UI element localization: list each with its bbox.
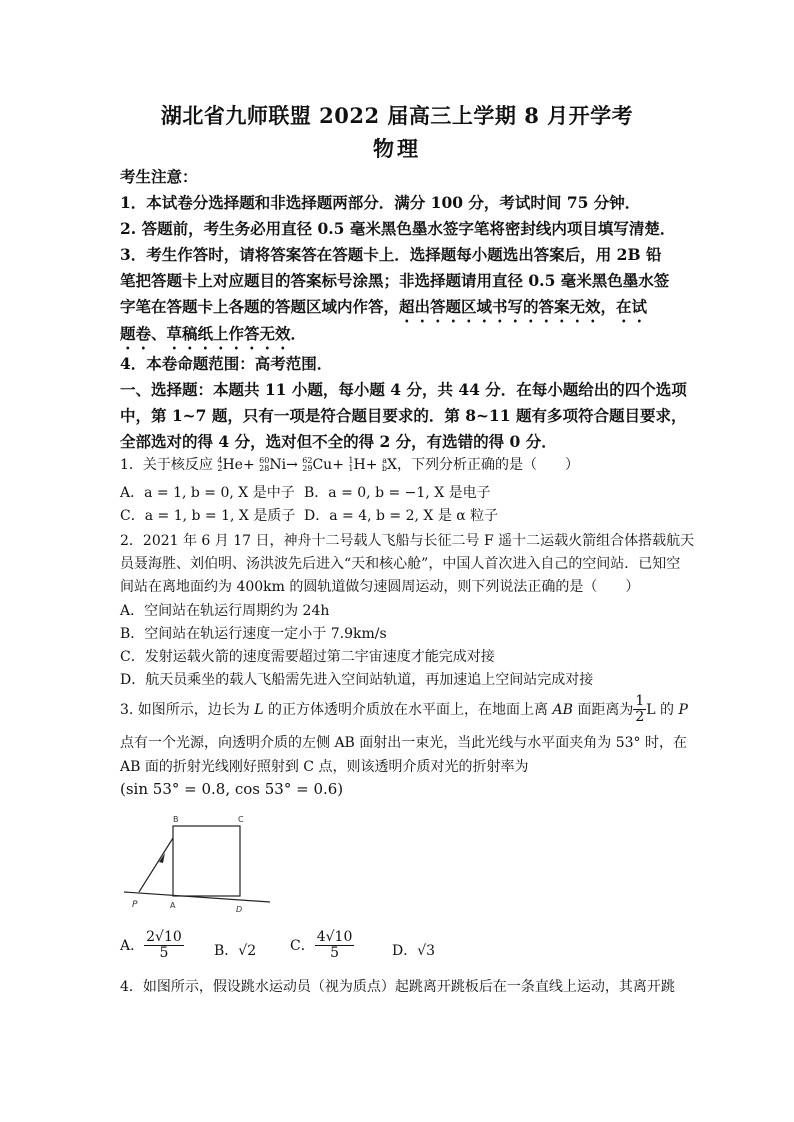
- q2-option-b: B．空间站在轨运行速度一定小于 7.9km/s: [120, 626, 387, 642]
- q1-option-d: D．a = 4, b = 2, X 是 α 粒子: [304, 508, 499, 524]
- label-b: B: [173, 815, 179, 824]
- q3-line-4: (sin 53° = 0.8, cos 53° = 0.6): [120, 780, 344, 798]
- q3-option-a: [120, 930, 184, 962]
- var-ab: AB: [552, 701, 573, 718]
- notice-emphasis-text-2: 题卷、草稿纸上作答无效: [120, 324, 291, 343]
- symbol-h: H: [353, 457, 366, 473]
- notice-item-3-line-2: 笔把答题卡上对应题目的答案标号涂黑；非选择题请用直径 0.5 毫米黑色墨水签: [120, 271, 670, 290]
- var-l: L: [254, 701, 264, 718]
- section-1-line-2: 中，第 1~7 题，只有一项是符合题目要求的．第 8~11 题有多项符合题目要求，: [120, 406, 687, 425]
- var-p: P: [678, 701, 688, 718]
- notice-emphasis-text: 超出答题区域书写的答案无效，在试: [399, 297, 648, 316]
- notice-heading: 考生注意：: [120, 167, 198, 186]
- q3-option-c: [290, 930, 354, 962]
- nuclide-cu: 62 29: [302, 456, 313, 473]
- q3-text-c: 面距离为: [572, 701, 634, 718]
- q1-suffix: ，下列分析正确的是（ ）: [396, 457, 579, 473]
- q1-option-a: A．a = 1, b = 0, X 是中子: [120, 485, 295, 501]
- light-ray: [139, 838, 173, 892]
- section-1-line-3: 全部选对的得 4 分，选对但不全的得 2 分，有选错的得 0 分．: [120, 432, 557, 451]
- q2-option-a: A．空间站在轨运行周期约为 24h: [120, 603, 330, 619]
- option-label: A．: [120, 937, 145, 954]
- q3-line-2: 点有一个光源，向透明介质的左侧 AB 面射出一束光，当此光线与水平面夹角为 53° 时，在: [120, 735, 688, 751]
- fraction: $\frac{4√10}{5}$: [316, 929, 353, 962]
- symbol-he: He: [222, 457, 243, 473]
- notice-item-3-line-1: 3．考生作答时，请将答案答在答题卡上．选择题每小题选出答案后，用 2B 铅: [120, 245, 662, 264]
- ground-line: [124, 892, 270, 902]
- notice-plain-text: 字笔在答题卡上各题的答题区域内作答，: [120, 297, 400, 316]
- nuclide-x: a b: [381, 456, 387, 473]
- notice-item-3-line-4: [120, 322, 690, 353]
- symbol-ni: Ni: [269, 457, 287, 473]
- notice-item-4: 4．本卷命题范围：高考范围．: [120, 354, 333, 373]
- q1-option-b: B．a = 0, b = −1, X 是电子: [304, 485, 491, 501]
- plus-sign: +: [332, 457, 344, 473]
- q2-line-3: 间站在离地面约为 400km 的圆轨道做匀速圆周运动，则下列说法正确的是（ ）: [120, 579, 640, 595]
- fraction-half: $\frac{1}{2}$: [635, 693, 645, 726]
- symbol-cu: Cu: [312, 457, 333, 473]
- option-label: C．: [290, 937, 315, 954]
- notice-item-2: 2. 答题前，考生务必用直径 0.5 毫米黑色墨水签字笔将密封线内项目填写清楚．: [120, 219, 676, 238]
- q2-line-2: 员聂海胜、刘伯明、汤洪波先后进入“天和核心舱”，中国人首次进入自己的空间站．已知空: [120, 556, 681, 572]
- symbol-x: X: [387, 457, 397, 473]
- plus-sign: +: [242, 457, 255, 473]
- q1-option-c: C．a = 1, b = 1, X 是质子: [120, 508, 296, 524]
- q3-option-d: D．√3: [392, 943, 436, 959]
- nuclide-he: 4 2: [217, 456, 223, 473]
- q1-stem: [120, 454, 690, 474]
- label-p: P: [132, 900, 138, 910]
- q2-line-1: 2．2021 年 6 月 17 日，神舟十二号载人飞船与长征二号 F 遥十二运载火箭组合体搭载航天: [120, 533, 695, 549]
- notice-end-mark: ．: [290, 324, 307, 343]
- notice-item-1: 1．本试卷分选择题和非选择题两部分．满分 100 分，考试时间 75 分钟．: [120, 193, 641, 212]
- q1-prefix: 1．关于核反应: [120, 457, 213, 473]
- q3-text-d: L 的: [646, 701, 679, 718]
- label-c: C: [238, 815, 244, 824]
- q2-option-c: C．发射运载火箭的速度需要超过第二宇宙速度才能完成对接: [120, 649, 495, 665]
- subject-title: 物理: [373, 136, 421, 161]
- label-a: A: [170, 901, 176, 910]
- cube-outline: [173, 826, 240, 896]
- q3-text-a: 3. 如图所示，边长为: [120, 701, 255, 718]
- q2-option-d: D．航天员乘坐的载人飞船需先进入空间站轨道，再加速追上空间站完成对接: [120, 672, 594, 688]
- q3-figure: [120, 810, 280, 925]
- q3-line-3: AB 面的折射光线刚好照射到 C 点，则该透明介质对光的折射率为: [120, 759, 529, 775]
- fraction: $\frac{2√10}{5}$: [146, 929, 182, 962]
- plus-sign: +: [365, 457, 378, 473]
- exam-title: 湖北省九师联盟 2022 届高三上学期 8 月开学考: [160, 103, 634, 128]
- reaction-arrow: →: [286, 457, 298, 473]
- q3-option-b: B．√2: [214, 943, 257, 959]
- section-1-line-1: 一、选择题：本题共 11 小题，每小题 4 分，共 44 分．在每小题给出的四个选项: [120, 380, 687, 399]
- q4-line-1: 4．如图所示，假设跳水运动员（视为质点）起跳离开跳板后在一条直线上运动，其离开跳: [120, 979, 675, 995]
- nuclide-h: 1 1: [348, 456, 354, 473]
- nuclide-ni: 60 28: [259, 456, 270, 473]
- label-d: D: [236, 905, 243, 914]
- q3-text-b: 的正方体透明介质放在水平面上，在地面上离: [263, 701, 553, 718]
- q3-line-1: [120, 694, 690, 726]
